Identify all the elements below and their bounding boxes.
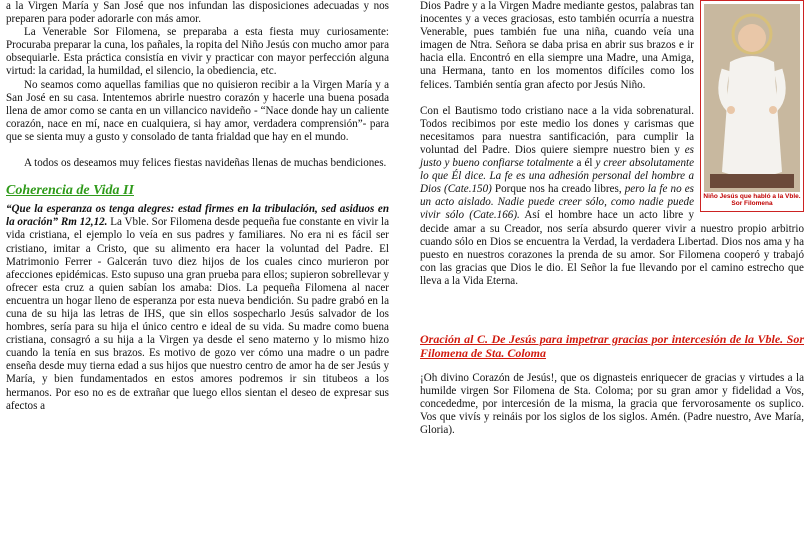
baptism-text-3: Porque nos ha creado libres, xyxy=(491,183,625,196)
coherence-paragraph xyxy=(6,203,389,413)
intro-paragraph: a la Virgen María y San José que nos infundan las disposiciones adecuadas y nos preparen para poder adorarle con más amor. xyxy=(6,0,389,26)
baptism-italic-2: y creer absolutamente lo que Él dice. La fe es una adhesión personal del hombre a Dios (Cate.150) xyxy=(420,157,694,196)
greetings-paragraph: A todos os deseamos muy felices fiestas navideñas llenas de muchas bendiciones. xyxy=(24,157,387,170)
gestures-paragraph: Dios Padre y a la Virgen Madre mediante gestos, palabras tan inocentes y a veces graciosas, esto también ocurría a nuestra Venerable, pues también fue una niña, cuando veía una imagen de Ntra. Señora se daba prisa en abrir sus brazos e ir hacia ella. Encontró en ella siempre una Madre, una Amiga, una Hermana, tanto en los momentos difíciles como los felices. También sentía gran afecto por Jesús Niño. xyxy=(420,0,694,91)
prayer-title: Oración al C. De Jesús para impetrar gracias por intercesión de la Vble. Sor Filomena de Sta. Coloma xyxy=(420,331,804,360)
families-paragraph: No seamos como aquellas familias que no quisieron recibir a la Virgen María y a San José en su casa. Intentemos abrirle nuestro corazón y hacerle una buena posada llena de amor como se canta en un villancico navideño - “Nace donde hay un caliente corazón, nace en mí, nace en cualquiera, si hay amor, verdadera comprensión”- para que se sienta muy a gusto y consolado de tanta frialdad que hay en el mundo. xyxy=(6,78,389,143)
venerable-paragraph: La Venerable Sor Filomena, se preparaba a esta fiesta muy curiosamente: Procuraba preparar la cuna, los pañales, la ropita del Niño Jesús con mucho amor para obsequiarle. Esta práctica consistía en vivir y practicar con mayor perfección alguna virtud: la caridad, la humildad, el silencio, la obediencia, etc. xyxy=(6,26,389,78)
coherence-text: La Vble. Sor Filomena desde pequeña fue constante en vivir la vida cristiana, el ejemplo lo veía en sus padres y familiares. No era ni es fácil ser cristiano, imitar a Cristo, que su alimento era hacer la voluntad del Padre. El Matrimonio Ferrer - Galcerán tuvo diez hijos de los cuales cinco murieron por afecciones epidémicas. Esto supuso una gran prueba para ellos; supieron sobrellevar y ofrecer esta cruz a quien sabían los amaba: Dios. La pequeña Filomena al nacer encuentra un hogar lleno de esperanza por esta nueva bendición. Su padre grabó en la cuna de su hija las letras de IHS, que sin ellos sospecharlo Jesús salvador de los hombres, sería para su hija el único centro e ideal de su vida. Su madre como buena cristiana, consagró a su hija a la Virgen ya desde el seno materno y lo mismo hizo cuando la tenía en sus brazos. Es motivo de gozo ver cómo una madre o un padre enseña desde muy tierna edad a sus hijos que nuestro centro de amor ha de ser Jesús y María, y bien fundamentados en estos amores podremos ir sin titubeos a los hermanos. Por eso no es de extrañar que luego ellos sientan el deseo de expresar sus afectos a xyxy=(6,216,389,412)
prayer-text: ¡Oh divino Corazón de Jesús!, que os dignasteis enriquecer de gracias y virtudes a la humilde virgen Sor Filomena de Sta. Coloma; por su gran amor y fidelidad a Vos, concededme, por intercesión de la misma, la gracia que fervorosamente os suplico. Vos que vivís y reináis por los siglos de los siglos. Amén. (Padre nuestro, Ave María, Gloria). xyxy=(420,371,804,437)
baptism-italic-1: es justo y bueno confiarse totalmente xyxy=(420,143,694,170)
baptism-text-2: a él xyxy=(573,157,596,170)
left-column xyxy=(6,0,389,413)
section-heading: Coherencia de Vida II xyxy=(6,183,134,199)
baptism-italic-3: pero la fe no es un acto aislado. Nadie puede creer sólo, como nadie puede vivir sólo (Cate.166). xyxy=(420,183,694,222)
figure-box xyxy=(700,0,804,212)
child-jesus-image xyxy=(704,4,800,192)
scripture-quote: “Que la esperanza os tenga alegres: estad firmes en la tribulación, sed asiduos en la oración” Rm 12,12. xyxy=(6,203,389,229)
baptism-text-1: Con el Bautismo todo cristiano nace a la vida sobrenatural. Todos recibimos por este medio los dones y carismas que necesitamos para nuestra santificación, para cumplir la voluntad del Padre. Dios quiere siempre nuestro bien y xyxy=(420,104,694,156)
baptism-text-4: Así el hombre hace un acto libre y decide amar a su Creador, nos sería absurdo querer vivir a nuestro propio arbitrio cuando sólo en Dios se encuentra la Verdad, la verdadera Libertad. Dios nos ama y ha puesto en nuestros corazones la prenda de su amor. Sor Filomena cooperó y trabajó con las gracias que Dios le dio. El Señor la fue llevando por el camino estrecho que lleva a la Vida Eterna. xyxy=(420,209,804,287)
image-caption: Niño Jesús que habló a la Vble. Sor Filomena xyxy=(703,193,801,207)
right-column xyxy=(420,0,804,437)
